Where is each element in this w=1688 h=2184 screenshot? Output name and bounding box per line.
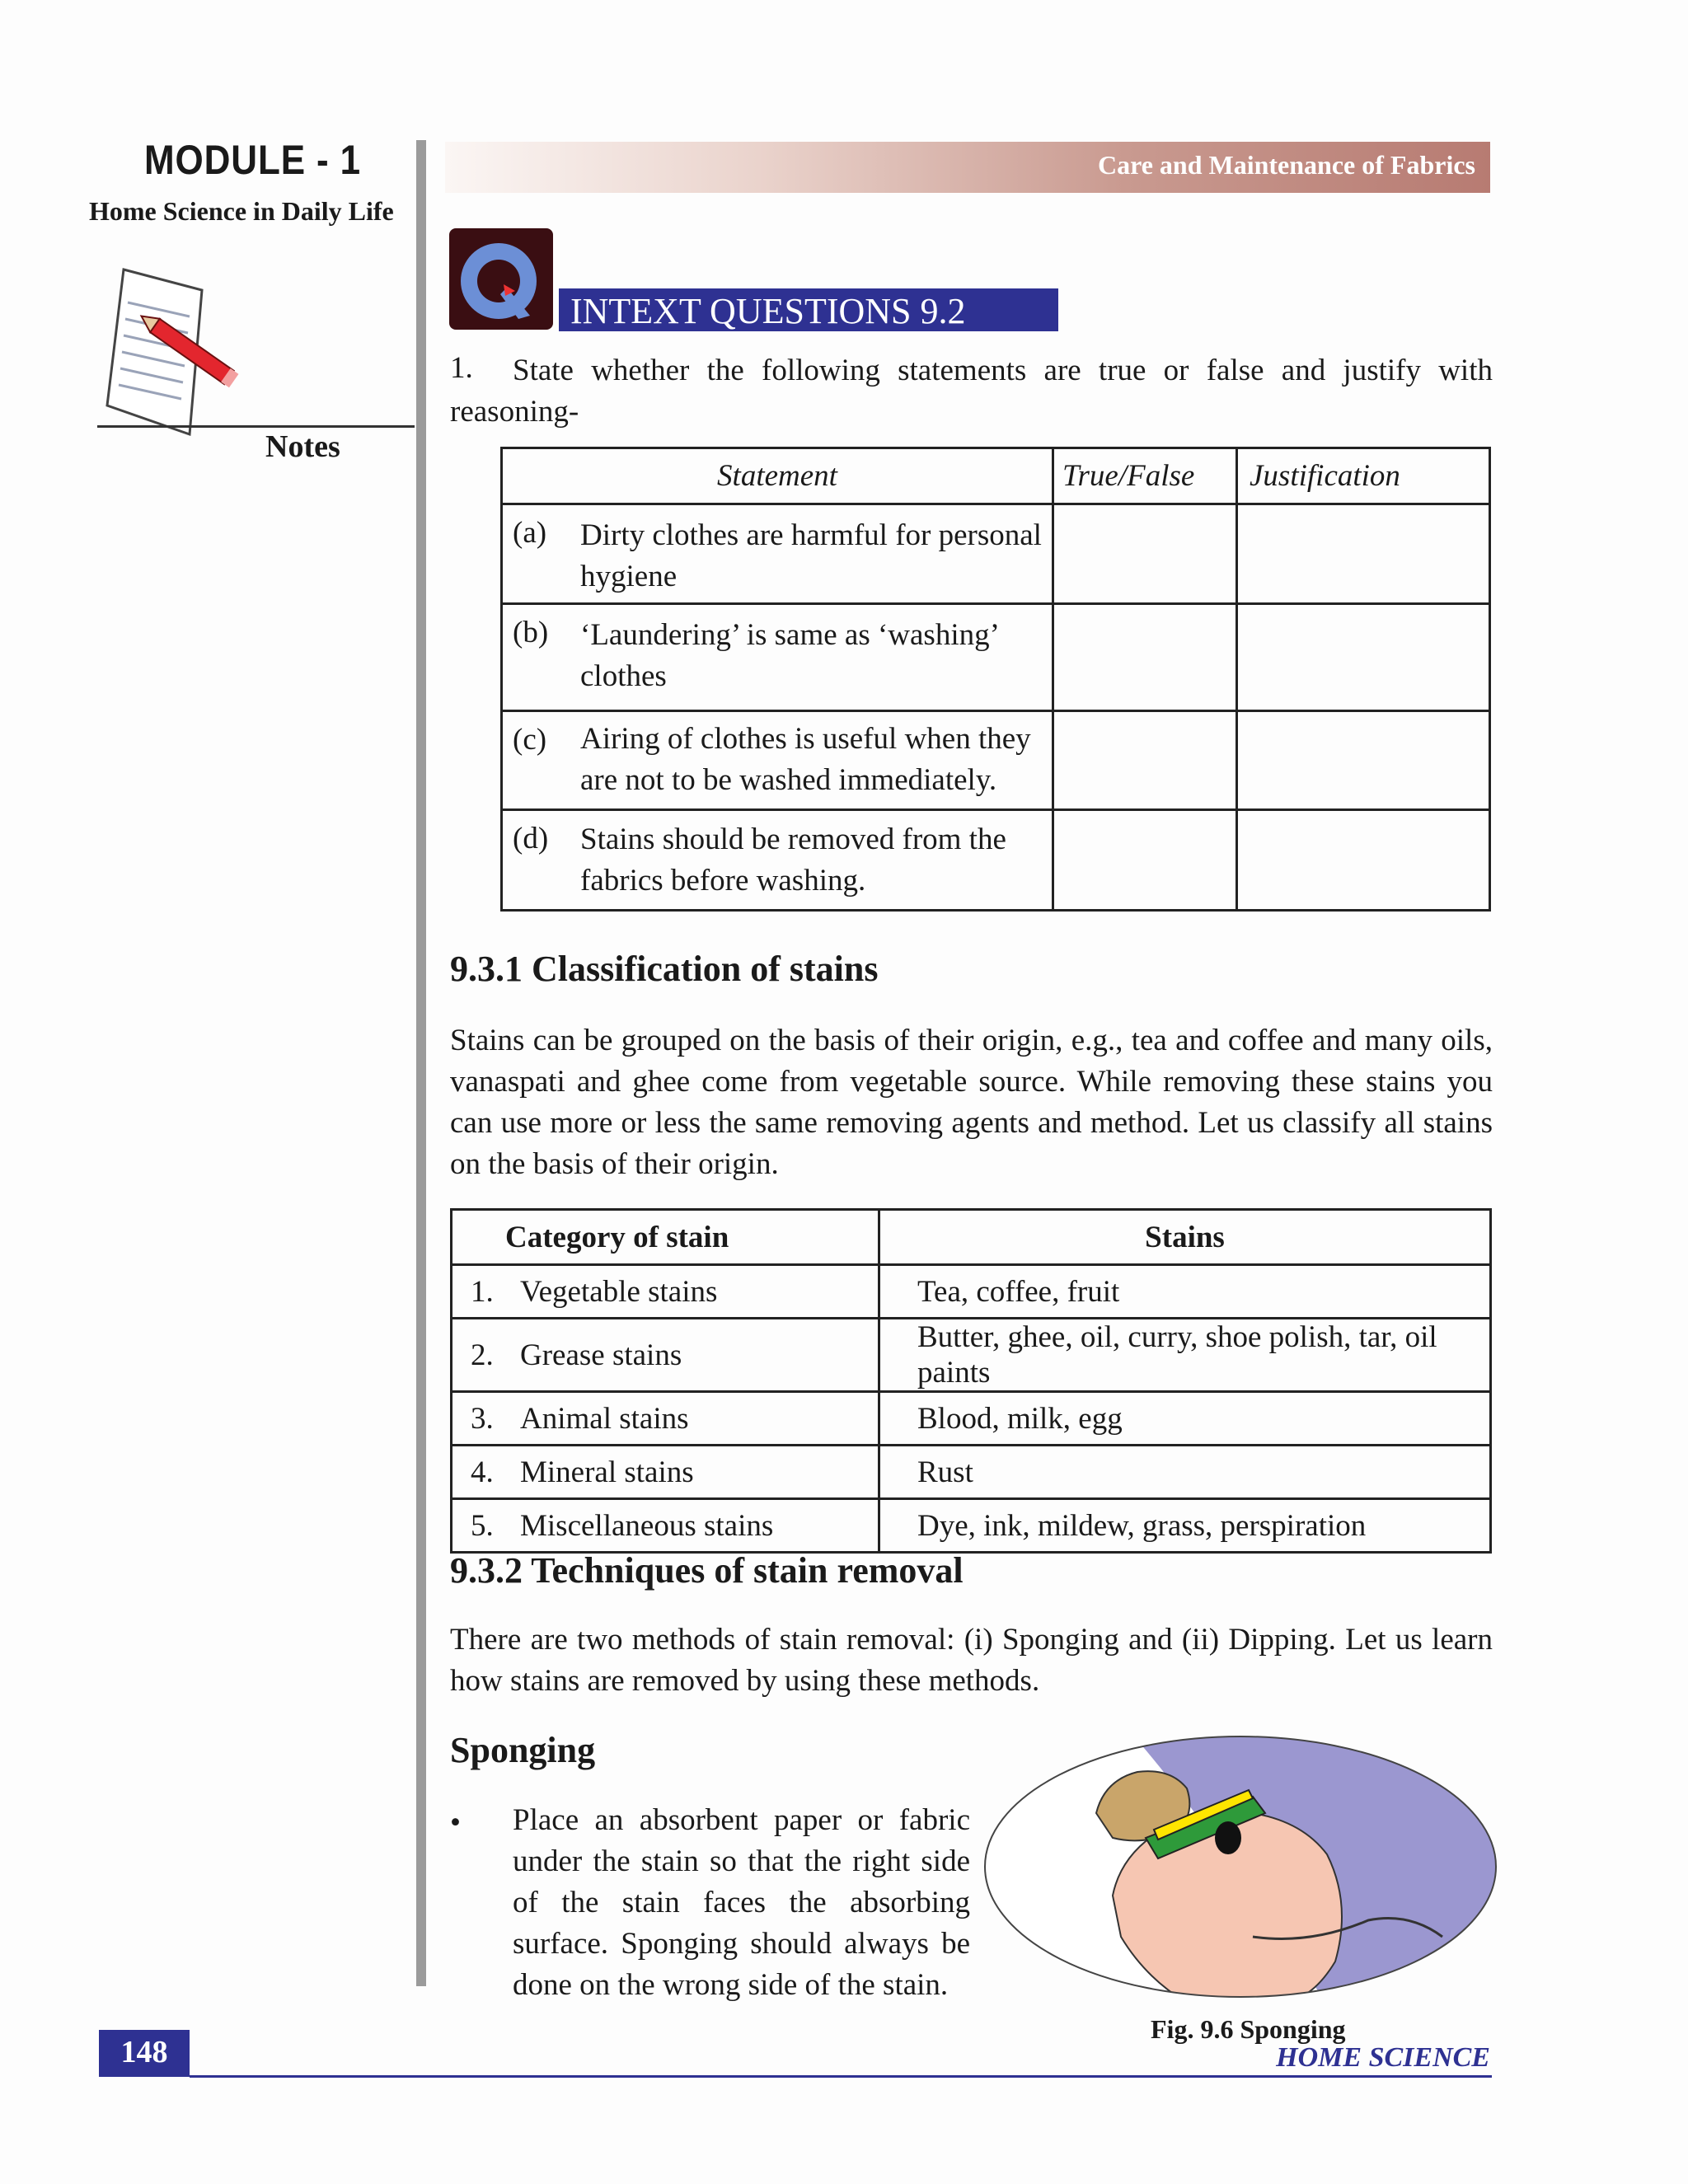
- chapter-title: Care and Maintenance of Fabrics: [1097, 150, 1475, 180]
- techniques-paragraph: There are two methods of stain removal: (i) Sponging and (ii) Dipping. Let us learn how stains are removed by using these methods.: [450, 1623, 1493, 1698]
- statement-cell: [502, 711, 1053, 810]
- statement-letter: (d): [513, 822, 549, 855]
- module-subtitle: Home Science in Daily Life: [89, 196, 394, 226]
- category-cell: [452, 1392, 879, 1446]
- category-name: Animal stains: [520, 1401, 689, 1436]
- statement-text: Airing of clothes is useful when they are not to be washed immediately.: [580, 722, 1031, 797]
- table-row: [452, 1499, 1491, 1553]
- category-name: Grease stains: [520, 1338, 682, 1372]
- justification-answer-cell[interactable]: [1237, 604, 1490, 711]
- intext-questions-title: INTEXT QUESTIONS 9.2: [570, 291, 966, 331]
- question-q-icon: [448, 227, 555, 331]
- figure-caption: Fig. 9.6 Sponging: [1151, 2014, 1346, 2044]
- true-false-answer-cell[interactable]: [1053, 504, 1237, 604]
- true-false-answer-cell[interactable]: [1053, 810, 1237, 911]
- statement-cell: [502, 504, 1053, 604]
- classification-paragraph: Stains can be grouped on the basis of their origin, e.g., tea and coffee and many oils, vanaspati and ghee come from vegetable source. While removing these stains you can use more or less the same removing agents and method. Let us classify all stains on the basis of their origin.: [450, 1024, 1493, 1181]
- true-false-answer-cell[interactable]: [1053, 711, 1237, 810]
- margin-divider-bar: [416, 140, 426, 1986]
- table-row: [452, 1446, 1491, 1499]
- section-heading-techniques: 9.3.2 Techniques of stain removal: [450, 1550, 964, 1591]
- statement-letter: (b): [513, 616, 549, 649]
- category-name: Vegetable stains: [520, 1274, 718, 1309]
- table-row: [502, 604, 1490, 711]
- statement-text: ‘Laundering’ is same as ‘washing’ clothes: [580, 618, 998, 693]
- chapter-header-band: [445, 142, 1490, 193]
- category-cell: [452, 1446, 879, 1499]
- row-number: 2.: [471, 1338, 494, 1372]
- column-header-category: Category of stain: [452, 1210, 879, 1265]
- column-header-statement: Statement: [502, 448, 1053, 504]
- statement-letter: (c): [513, 723, 547, 757]
- footer-divider: [190, 2075, 1492, 2078]
- question-number: 1.: [450, 351, 473, 385]
- row-number: 3.: [471, 1401, 494, 1436]
- stain-category-table: [450, 1208, 1492, 1554]
- stains-cell: Dye, ink, mildew, grass, perspiration: [879, 1499, 1491, 1553]
- page-number: 148: [120, 2035, 168, 2069]
- table-row: [452, 1319, 1491, 1392]
- table-row: [502, 810, 1490, 911]
- stains-cell: Butter, ghee, oil, curry, shoe polish, tar, oil paints: [879, 1319, 1491, 1392]
- table-row: [452, 1265, 1491, 1319]
- category-cell: [452, 1319, 879, 1392]
- notes-pencil-icon: [99, 265, 264, 438]
- stains-cell: Rust: [879, 1446, 1491, 1499]
- statement-cell: [502, 810, 1053, 911]
- table-row: [502, 504, 1490, 604]
- question-text: State whether the following statements are true or false and justify with reasoning-: [450, 354, 1493, 429]
- sponging-illustration: [981, 1731, 1500, 2003]
- stains-cell: Tea, coffee, fruit: [879, 1265, 1491, 1319]
- subheading-sponging: Sponging: [450, 1730, 596, 1770]
- module-title: MODULE - 1: [144, 137, 362, 183]
- stains-cell: Blood, milk, egg: [879, 1392, 1491, 1446]
- justification-answer-cell[interactable]: [1237, 504, 1490, 604]
- justification-answer-cell[interactable]: [1237, 711, 1490, 810]
- table-header-row: [502, 448, 1490, 504]
- row-number: 1.: [471, 1274, 494, 1309]
- category-name: Mineral stains: [520, 1455, 694, 1489]
- column-header-true-false: True/False: [1053, 448, 1237, 504]
- notes-divider: [97, 425, 415, 428]
- section-heading-classification: 9.3.1 Classification of stains: [450, 949, 879, 989]
- category-name: Miscellaneous stains: [520, 1508, 774, 1543]
- column-header-justification: Justification: [1237, 448, 1490, 504]
- table-header-row: [452, 1210, 1491, 1265]
- statement-cell: [502, 604, 1053, 711]
- intext-questions-banner: [559, 288, 1058, 331]
- true-false-answer-cell[interactable]: [1053, 604, 1237, 711]
- notes-label: Notes: [265, 429, 340, 464]
- justification-answer-cell[interactable]: [1237, 810, 1490, 911]
- sponging-instruction: Place an absorbent paper or fabric under the stain so that the right side of the stain faces the absorbing surface. Sponging should always be done on the wrong side of the stain.: [513, 1803, 970, 2002]
- statement-text: Dirty clothes are harmful for personal hygiene: [580, 518, 1042, 593]
- category-cell: [452, 1499, 879, 1553]
- row-number: 5.: [471, 1508, 494, 1543]
- row-number: 4.: [471, 1455, 494, 1489]
- footer-book-title: HOME SCIENCE: [1276, 2042, 1490, 2073]
- table-row: [502, 711, 1490, 810]
- bullet-marker: •: [450, 1806, 461, 1840]
- category-cell: [452, 1265, 879, 1319]
- page-number-box: [99, 2030, 190, 2077]
- column-header-stains: Stains: [879, 1210, 1491, 1265]
- statement-letter: (a): [513, 516, 547, 550]
- statement-text: Stains should be removed from the fabrics before washing.: [580, 823, 1006, 898]
- true-false-table: [500, 447, 1491, 912]
- table-row: [452, 1392, 1491, 1446]
